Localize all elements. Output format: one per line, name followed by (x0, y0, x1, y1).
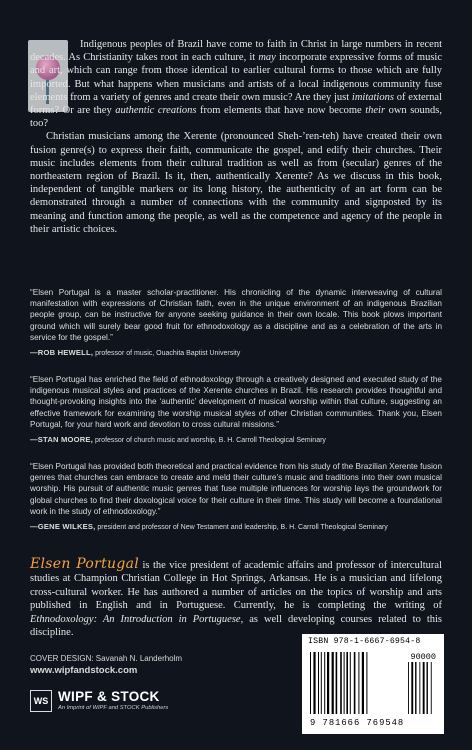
barcode-bar (340, 652, 342, 714)
publisher-imprint: An Imprint of WIPF and STOCK Publishers (58, 705, 169, 711)
barcode-bar (358, 652, 359, 714)
credits (30, 654, 250, 676)
endorsement-attribution: —STAN MOORE, professor of church music and worship, B. H. Carroll Theological Seminary (30, 435, 326, 445)
barcode-bar (346, 652, 348, 714)
blurb-paragraph-2: Christian musicians among the Xerente (pronounced Sheh-’ren-teh) have created their own fusion genre(s) to express their faith, communicate the gospel, and edify their churches. Their music includes elements from their cultural tradition as well as from (secular) genres of the northeastern region of Brazil. Is it, then, authentically Xerente? As we discuss in this book, independent of tangible markers or its long history, the authenticity of an art form can be demonstrated through a number of connections with the community and signposted by its meaning and function among the people, as well as the competence and agency of the people in their artistic choices. (30, 131, 442, 235)
barcode-bar (350, 652, 351, 714)
endorsement-attribution: —ROB HEWELL, professor of music, Ouachita Baptist University (30, 348, 241, 358)
publisher-website: www.wipfandstock.com (30, 665, 138, 676)
cover-design-credit: COVER DESIGN: Savanah N. Landerholm (30, 654, 183, 663)
barcode-bar (332, 652, 334, 714)
barcode-addon-bar (427, 662, 428, 714)
isbn-text: ISBN 978-1-6667-6954-8 (308, 637, 421, 646)
endorsement-hewell (30, 287, 442, 359)
endorsement-text: “Elsen Portugal has enriched the field of ethnodoxology through a creatively designed and executed study of the indigenous musical styles and practices of the Xerente churches in Brazil. His research provides thoughtful and thought-provoking insights into the ‘authentic’ development of musical worship within that culture, suggesting an effective framework for examining the worship musical styles of other Christian communities. Thank you, Elsen Portugal, for your hard work and devotion to cross cultural missions.” (30, 375, 442, 429)
publisher-logo-icon: WS (30, 690, 52, 712)
barcode-bar (313, 652, 315, 714)
endorsement-attribution: —GENE WILKES, president and professor of New Testament and leadership, B. H. Carroll Theological Seminary (30, 522, 388, 532)
endorsement-text: “Elsen Portugal is a master scholar-practitioner. His chronicling of the dynamic interweaving of cultural manifestation with expressions of Christian faith, even in the unique environment of an indigenous Brazilian people group, can be instructive for anyone seeking guidance in their own locale. This book plows important ground which will surely bear good fruit for ethnodoxology as a discipline and as a celebration of the arts in service for the gospel.” (30, 288, 442, 342)
ean-digits: 9 781666 769548 (310, 718, 405, 728)
barcode-addon-bar (419, 662, 420, 714)
barcode-addon-bar (415, 662, 416, 714)
barcode-graphic (308, 652, 438, 718)
barcode-bar (354, 652, 356, 714)
addon-bars (408, 662, 432, 714)
price-code: 90000 (410, 652, 436, 662)
publisher-name: WIPF & STOCK (58, 689, 160, 704)
barcode-bar (366, 652, 367, 714)
endorsement-wilkes (30, 461, 442, 533)
blurb-intro (30, 38, 442, 236)
barcode-addon-bar (423, 662, 425, 714)
barcode-bar (324, 652, 325, 714)
publisher-logo (30, 690, 230, 712)
author-signature: Elsen Portugal (30, 556, 140, 572)
barcode-bar (344, 652, 345, 714)
barcode-bar (318, 652, 319, 714)
endorsement-moore (30, 374, 442, 446)
endorsement-text: “Elsen Portugal has provided both theoretical and practical evidence from his study of the Brazilian Xerente fusion genres that churches can embrace to create and meld their culture’s music and traditions into their own musical worship. His pursuit of authentic music genres that fuse multiple influences for worship lays the groundwork for global churches to find their doxological voice for their culture in their time. This study will become a foundational work in the study of ethnodoxology.” (30, 462, 442, 516)
blurb-paragraph-1: Indigenous peoples of Brazil have come to faith in Christ in large numbers in recent decades. As Christianity takes root in each culture, it may incorporate expressive forms of music and art, which can range from those identical to earlier cultural forms to those which are fully imported. But what happens when musicians and artists of a local indigenous community fuse elements from a variety of genres and create their own music? Are they just imitations of external forms? Or are they authentic creations from elements that have now become their own sounds, too? (30, 39, 443, 130)
ean-bars (310, 652, 367, 714)
author-bio: Elsen Portugal is the vice president of academic affairs and professor of intercultural studies at Champion Christian College in Hot Springs, Arkansas. He is a musician and lifelong cross-cultural worker. He has authored a number of articles on the topics of worship and arts published in English and in Portuguese. Currently, he is completing the writing of Ethnodoxology: An Introduction in Portuguese, as well developing courses related to this discipline. (30, 556, 442, 639)
barcode-bar (336, 652, 338, 714)
barcode-addon-bar (408, 662, 409, 714)
barcode-bar (327, 652, 329, 714)
barcode-addon-bar (431, 662, 432, 714)
barcode-addon-bar (411, 662, 413, 714)
barcode-bar (321, 652, 322, 714)
barcode-bar (310, 652, 311, 714)
isbn-barcode (302, 634, 444, 734)
barcode-bar (362, 652, 364, 714)
